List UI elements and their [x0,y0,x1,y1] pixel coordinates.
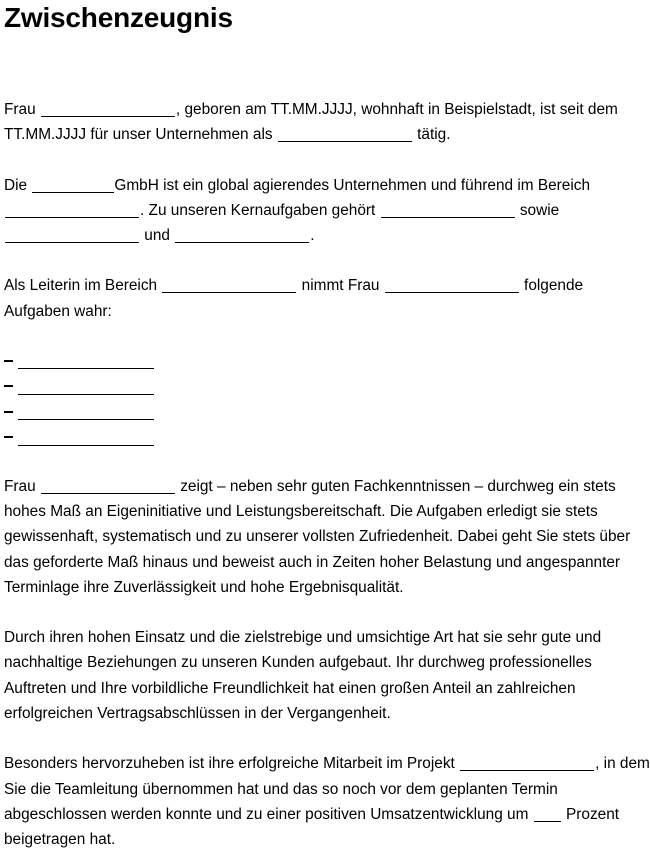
page-title: Zwischenzeugnis [4,2,233,33]
role-text-2: nimmt Frau [297,277,384,295]
dash-bullet-icon [4,436,13,438]
paragraph-role [4,273,650,324]
company-text-3: . Zu unseren Kernaufgaben gehört [140,201,380,219]
paragraph-project [4,751,650,852]
list-item[interactable] [4,424,650,449]
blank-field-branch[interactable] [5,217,139,218]
blank-field-project-name[interactable] [460,770,594,771]
intro-text-3: tätig. [412,126,451,144]
list-item[interactable] [4,399,650,424]
blank-field-task-3[interactable] [18,419,154,420]
paragraph-spacer-3 [4,600,650,625]
paragraph-spacer-4 [4,726,650,751]
company-text-1: Die [4,176,32,194]
blank-field-company-name[interactable] [32,192,114,193]
title-spacer [4,35,650,97]
paragraph-spacer-2 [4,248,650,273]
company-text-6: . [310,227,315,245]
blank-field-name-2[interactable] [385,292,519,293]
role-text-1: Als Leiterin im Bereich [4,277,162,295]
task-list [4,348,650,450]
blank-field-percent[interactable] [534,821,561,822]
blank-field-name-1[interactable] [41,116,175,117]
list-item[interactable] [4,348,650,373]
blank-field-task-4[interactable] [18,445,154,446]
paragraph-intro [4,97,650,148]
list-spacer-bottom [4,450,650,474]
company-text-5: und [140,227,175,245]
dash-bullet-icon [4,360,13,362]
dash-bullet-icon [4,385,13,387]
blank-field-core-task-3[interactable] [175,242,309,243]
company-text-2: GmbH ist ein global agierendes Unternehmen und führend im Bereich [114,176,591,194]
performance-text-2: zeigt – neben sehr guten Fachkenntnissen – durchweg ein stets hohes Maß an Eigeninitiative und Leistungsbereitschaft. Die Aufgaben erledigt sie stets gewissenhaft, systematisch und zu unserer vollsten Zufriedenheit. Dabei geht Sie stets über das geforderte Maß hinaus und beweist auch in Zeiten hoher Belastung und angespannter Terminlage ihre Zuverlässigkeit und hohe Ergebnisqualität. [4,477,631,596]
role-text-3: folgende Aufgaben wahr: [4,277,584,320]
blank-field-position[interactable] [278,141,412,142]
intro-text-2: , geboren am TT.MM.JJJJ, wohnhaft in Beispielstadt, ist seit dem TT.MM.JJJJ für unser Unternehmen als [4,101,618,144]
project-text-3: Prozent beigetragen hat. [4,805,620,849]
blank-field-department[interactable] [162,292,296,293]
list-spacer-top [4,324,650,348]
list-item[interactable] [4,373,650,398]
paragraph-company [4,173,650,249]
blank-field-name-3[interactable] [41,493,175,494]
blank-field-core-task-1[interactable] [381,217,515,218]
company-text-4: sowie [515,201,560,219]
project-text-1: Besonders hervorzuheben ist ihre erfolgreiche Mitarbeit im Projekt [4,755,460,773]
paragraph-customers: Durch ihren hohen Einsatz und die zielstrebige und umsichtige Art hat sie sehr gute und nachhaltige Beziehungen zu unseren Kunden aufgebaut. Ihr durchweg professionelles Auftreten und Ihre vorbildliche Freundlichkeit hat einen großen Anteil an zahlreichen erfolgreichen Vertragsabschlüssen in der Vergangenheit. [4,629,602,723]
blank-field-core-task-2[interactable] [5,242,139,243]
dash-bullet-icon [4,411,13,413]
blank-field-task-1[interactable] [18,368,154,369]
performance-text-1: Frau [4,477,40,495]
paragraph-spacer-1 [4,148,650,173]
project-text-2: , in dem Sie die Teamleitung übernommen hat und das so noch vor dem geplanten Termin abgeschlossen werden konnte und zu einer positiven Umsatzentwicklung um [4,755,650,823]
intro-text-1: Frau [4,101,40,118]
blank-field-task-2[interactable] [18,394,154,395]
paragraph-performance [4,474,650,600]
